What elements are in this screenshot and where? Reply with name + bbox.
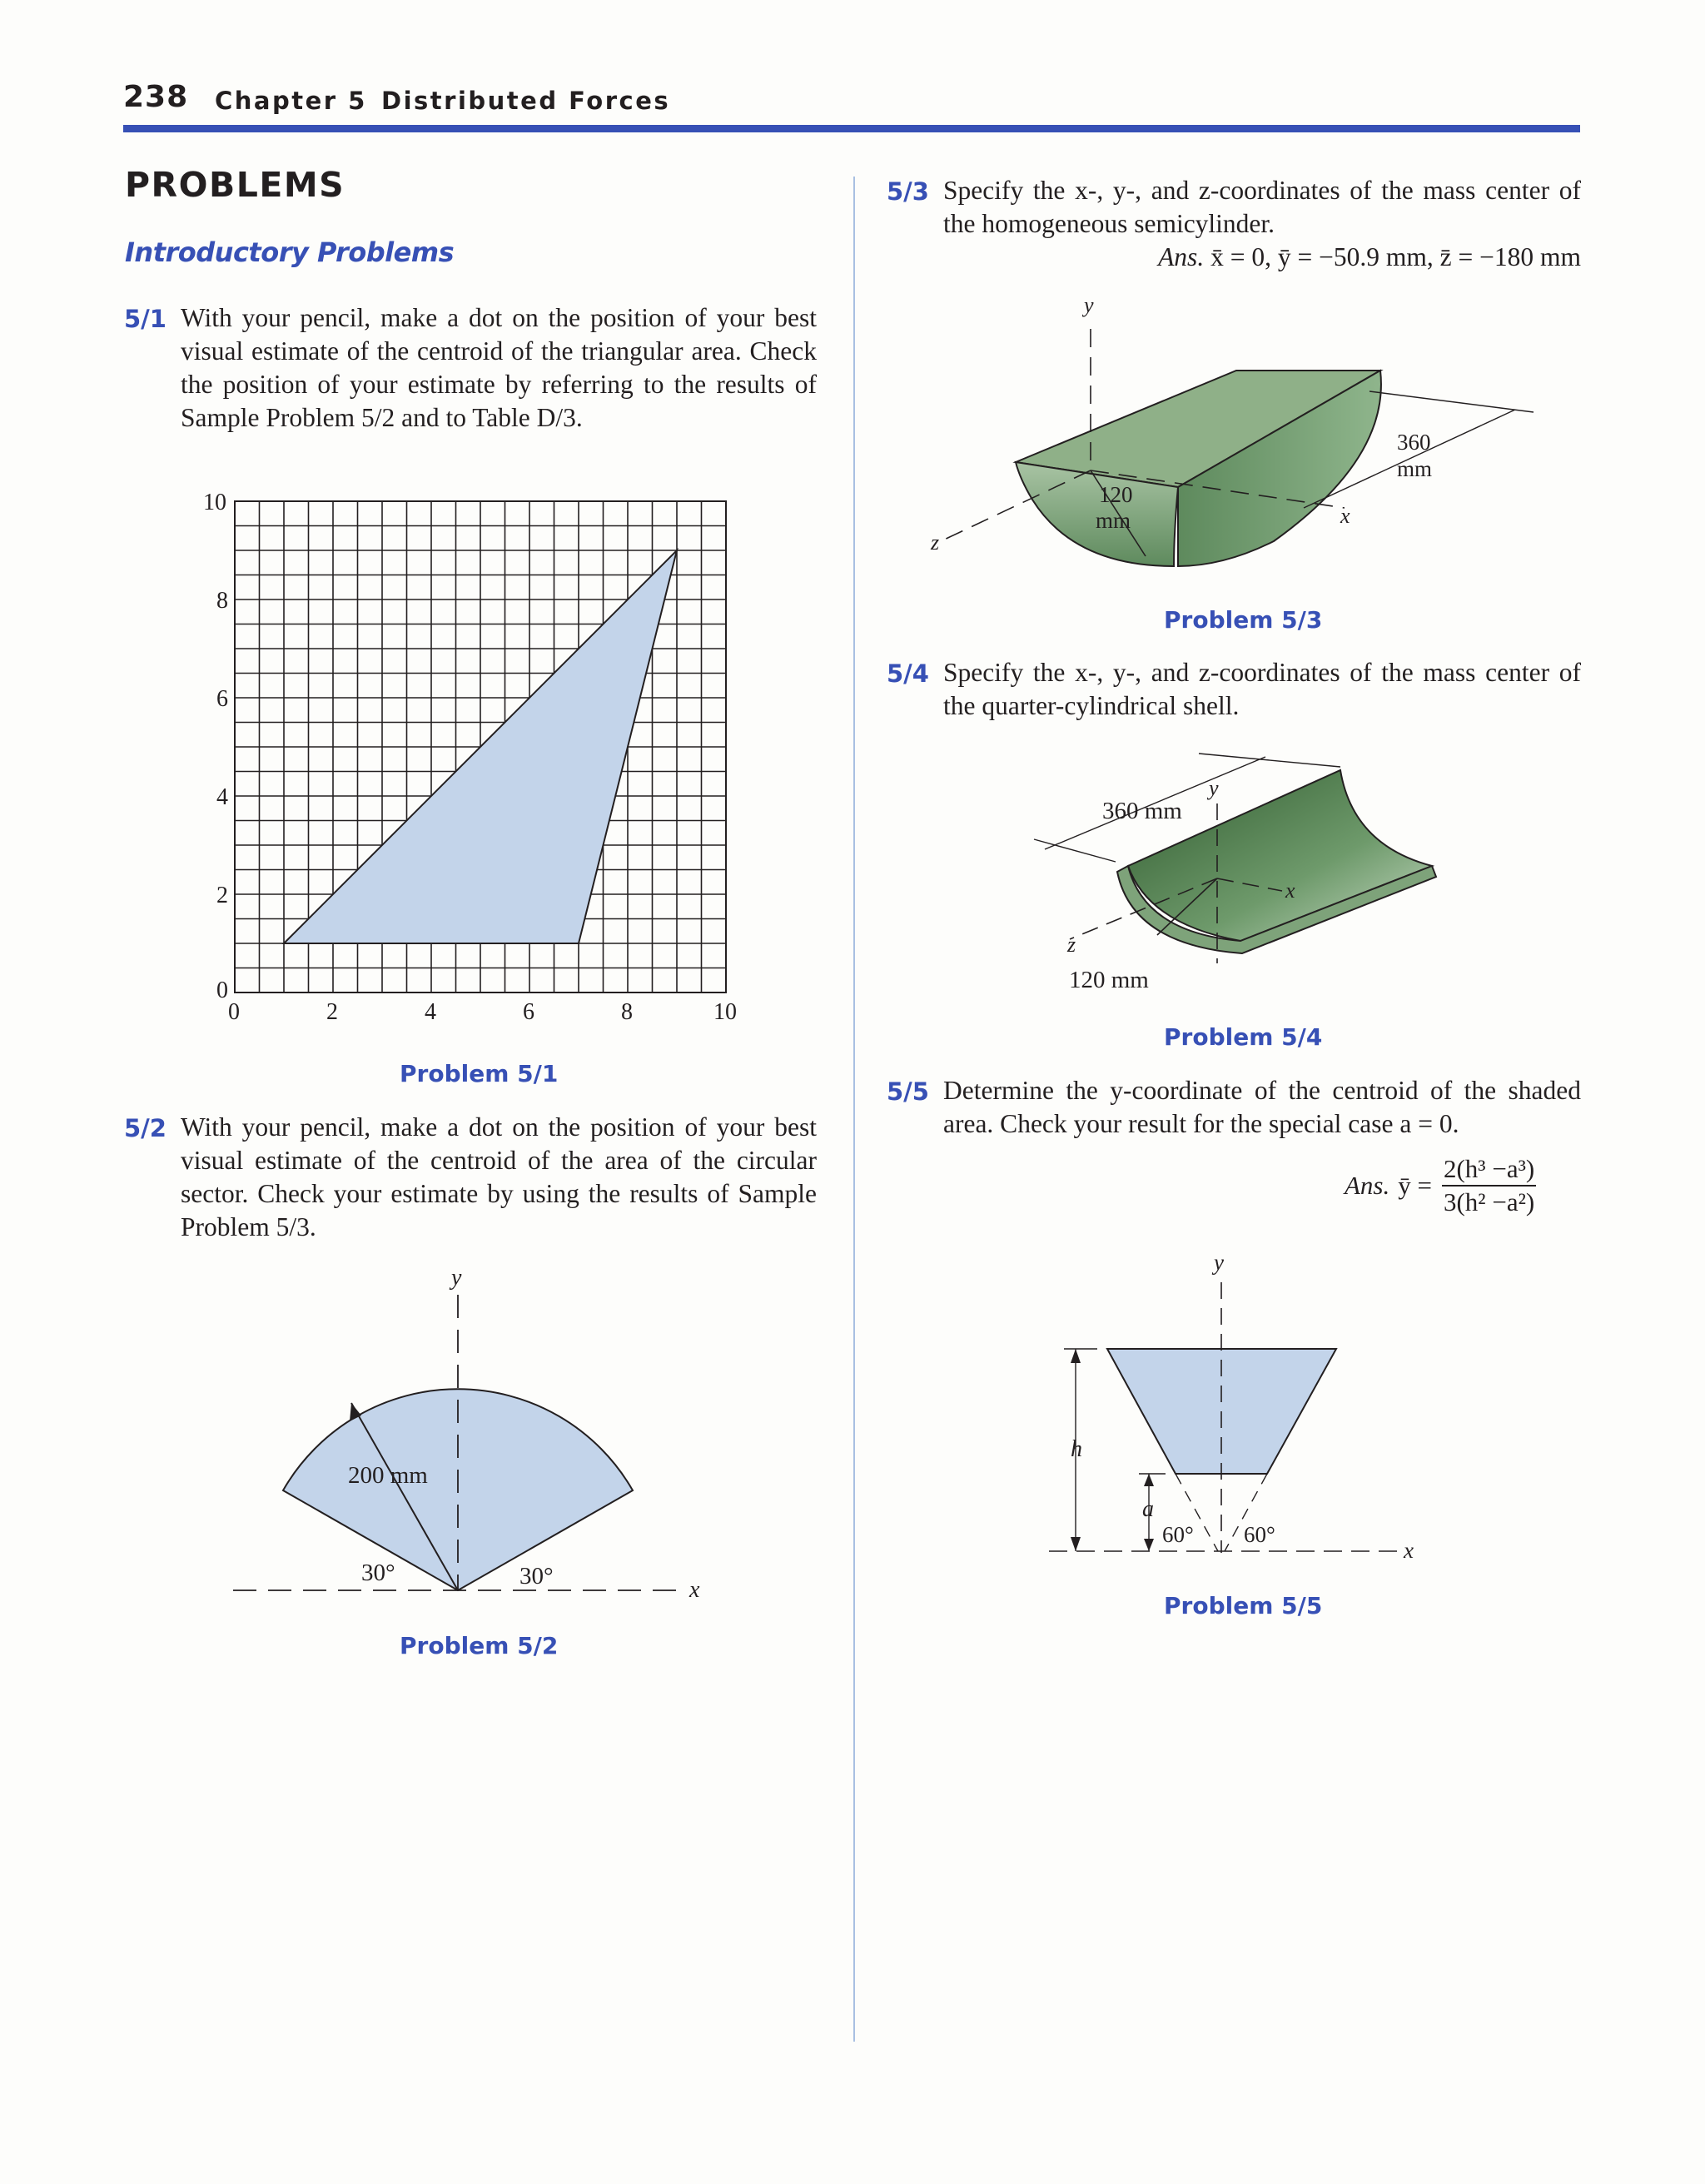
chapter-label: Chapter 5 bbox=[215, 87, 367, 115]
radius-label-line2: mm bbox=[1096, 508, 1131, 533]
x-tick-label: 4 bbox=[425, 999, 436, 1025]
answer-denominator: 3(h² −a²) bbox=[1443, 1187, 1535, 1216]
x-axis-label: x bbox=[1340, 504, 1350, 528]
answer-prefix: Ans. bbox=[1345, 1171, 1390, 1200]
answer-5-5 bbox=[1345, 1153, 1536, 1218]
x-tick-label: 8 bbox=[621, 999, 633, 1025]
problem-text: With your pencil, make a dot on the position of your best visual estimate of the centroid of the triangular area. Check the position of your estimate by referring to the results of Sample Problem 5/2 and to Table D/3. bbox=[181, 303, 817, 432]
answer bbox=[943, 241, 1581, 274]
problem-5-2 bbox=[124, 1111, 817, 1244]
figure-5-4-shell bbox=[1024, 745, 1490, 1012]
length-label: 360 mm bbox=[1102, 798, 1182, 824]
x-axis-label: x bbox=[689, 1577, 700, 1603]
x-tick-label: 6 bbox=[523, 999, 534, 1025]
z-axis-label: z bbox=[931, 530, 940, 555]
y-tick-label: 2 bbox=[216, 883, 228, 908]
y-tick-label: 6 bbox=[216, 686, 228, 712]
problem-number: 5/3 bbox=[887, 177, 929, 206]
arrowhead bbox=[1071, 1349, 1081, 1363]
answer-value: x̄ = 0, ȳ = −50.9 mm, z̄ = −180 mm bbox=[1210, 242, 1581, 271]
section-subheading: Introductory Problems bbox=[125, 236, 455, 268]
a-label: a bbox=[1142, 1496, 1154, 1522]
problem-5-3 bbox=[887, 174, 1581, 274]
figure-5-5-trapezoid bbox=[1041, 1245, 1440, 1561]
problem-5-1 bbox=[124, 301, 817, 435]
arrowhead bbox=[1071, 1537, 1081, 1551]
chapter-title: Distributed Forces bbox=[381, 87, 671, 115]
caption-5-4: Problem 5/4 bbox=[1164, 1023, 1323, 1051]
caption-5-5: Problem 5/5 bbox=[1164, 1592, 1323, 1619]
answer-prefix: Ans. bbox=[1158, 242, 1205, 271]
problem-text: Specify the x-, y-, and z-coordinates of the mass center of the quarter-cylindrical shell. bbox=[943, 658, 1581, 720]
y-axis-label: y bbox=[1209, 776, 1219, 800]
header-rule bbox=[123, 125, 1580, 132]
problem-number: 5/5 bbox=[887, 1077, 929, 1106]
y-axis-label: y bbox=[1214, 1250, 1224, 1275]
arrowhead bbox=[1144, 1474, 1154, 1486]
length-label-line1: 360 bbox=[1397, 430, 1431, 455]
h-label: h bbox=[1071, 1436, 1082, 1462]
problem-5-5 bbox=[887, 1074, 1581, 1141]
answer-lhs: ȳ = bbox=[1398, 1171, 1432, 1200]
x-tick-label: 0 bbox=[228, 999, 240, 1025]
section-heading: PROBLEMS bbox=[125, 165, 345, 205]
extension-line bbox=[1199, 754, 1340, 767]
caption-5-2: Problem 5/2 bbox=[400, 1632, 559, 1659]
answer-numerator: 2(h³ −a³) bbox=[1442, 1153, 1536, 1187]
left-angle-label: 60° bbox=[1162, 1522, 1194, 1547]
extension-line bbox=[1369, 391, 1534, 412]
x-tick-label: 10 bbox=[713, 999, 737, 1025]
radius-label-line1: 120 bbox=[1099, 482, 1133, 507]
x-tick-label: 2 bbox=[326, 999, 338, 1025]
column-divider bbox=[853, 177, 855, 2042]
left-angle-label: 30° bbox=[361, 1560, 395, 1586]
y-tick-label: 4 bbox=[216, 784, 228, 810]
problem-5-4 bbox=[887, 656, 1581, 723]
problem-text: With your pencil, make a dot on the position of your best visual estimate of the centroid of the area of the circular sector. Check your estimate by using the results of Sample Problem 5/3. bbox=[181, 1112, 817, 1241]
problem-number: 5/4 bbox=[887, 659, 929, 688]
radius-label: 200 mm bbox=[348, 1462, 428, 1489]
x-axis-label: x bbox=[1285, 878, 1295, 903]
y-axis-label: y bbox=[1084, 293, 1094, 317]
length-label-line2: mm bbox=[1397, 456, 1433, 481]
problem-text: Determine the y-coordinate of the centroid of the shaded area. Check your result for the special case a = 0. bbox=[943, 1076, 1581, 1138]
radius-label: 120 mm bbox=[1069, 967, 1149, 993]
z-axis-label: z bbox=[1067, 933, 1076, 957]
arrowhead bbox=[1144, 1539, 1154, 1551]
right-angle-label: 60° bbox=[1244, 1522, 1275, 1547]
y-tick-label: 10 bbox=[203, 490, 226, 515]
answer-fraction bbox=[1442, 1153, 1536, 1218]
caption-5-1: Problem 5/1 bbox=[400, 1060, 559, 1087]
y-tick-label: 8 bbox=[216, 588, 228, 614]
figure-5-3-semicylinder bbox=[924, 291, 1557, 575]
y-tick-label: 0 bbox=[216, 978, 228, 1003]
problem-number: 5/2 bbox=[124, 1114, 167, 1142]
caption-5-3: Problem 5/3 bbox=[1164, 606, 1323, 634]
figure-5-1-grid bbox=[167, 483, 749, 1032]
page-number: 238 bbox=[123, 80, 189, 114]
extension-line bbox=[1034, 839, 1116, 862]
x-axis-label: x bbox=[1404, 1538, 1414, 1563]
right-angle-label: 30° bbox=[519, 1563, 554, 1589]
figure-5-2-sector bbox=[208, 1257, 791, 1607]
y-axis-label: y bbox=[451, 1265, 462, 1291]
problem-number: 5/1 bbox=[124, 305, 167, 333]
problem-text: Specify the x-, y-, and z-coordinates of the mass center of the homogeneous semicylinder. bbox=[943, 176, 1581, 238]
